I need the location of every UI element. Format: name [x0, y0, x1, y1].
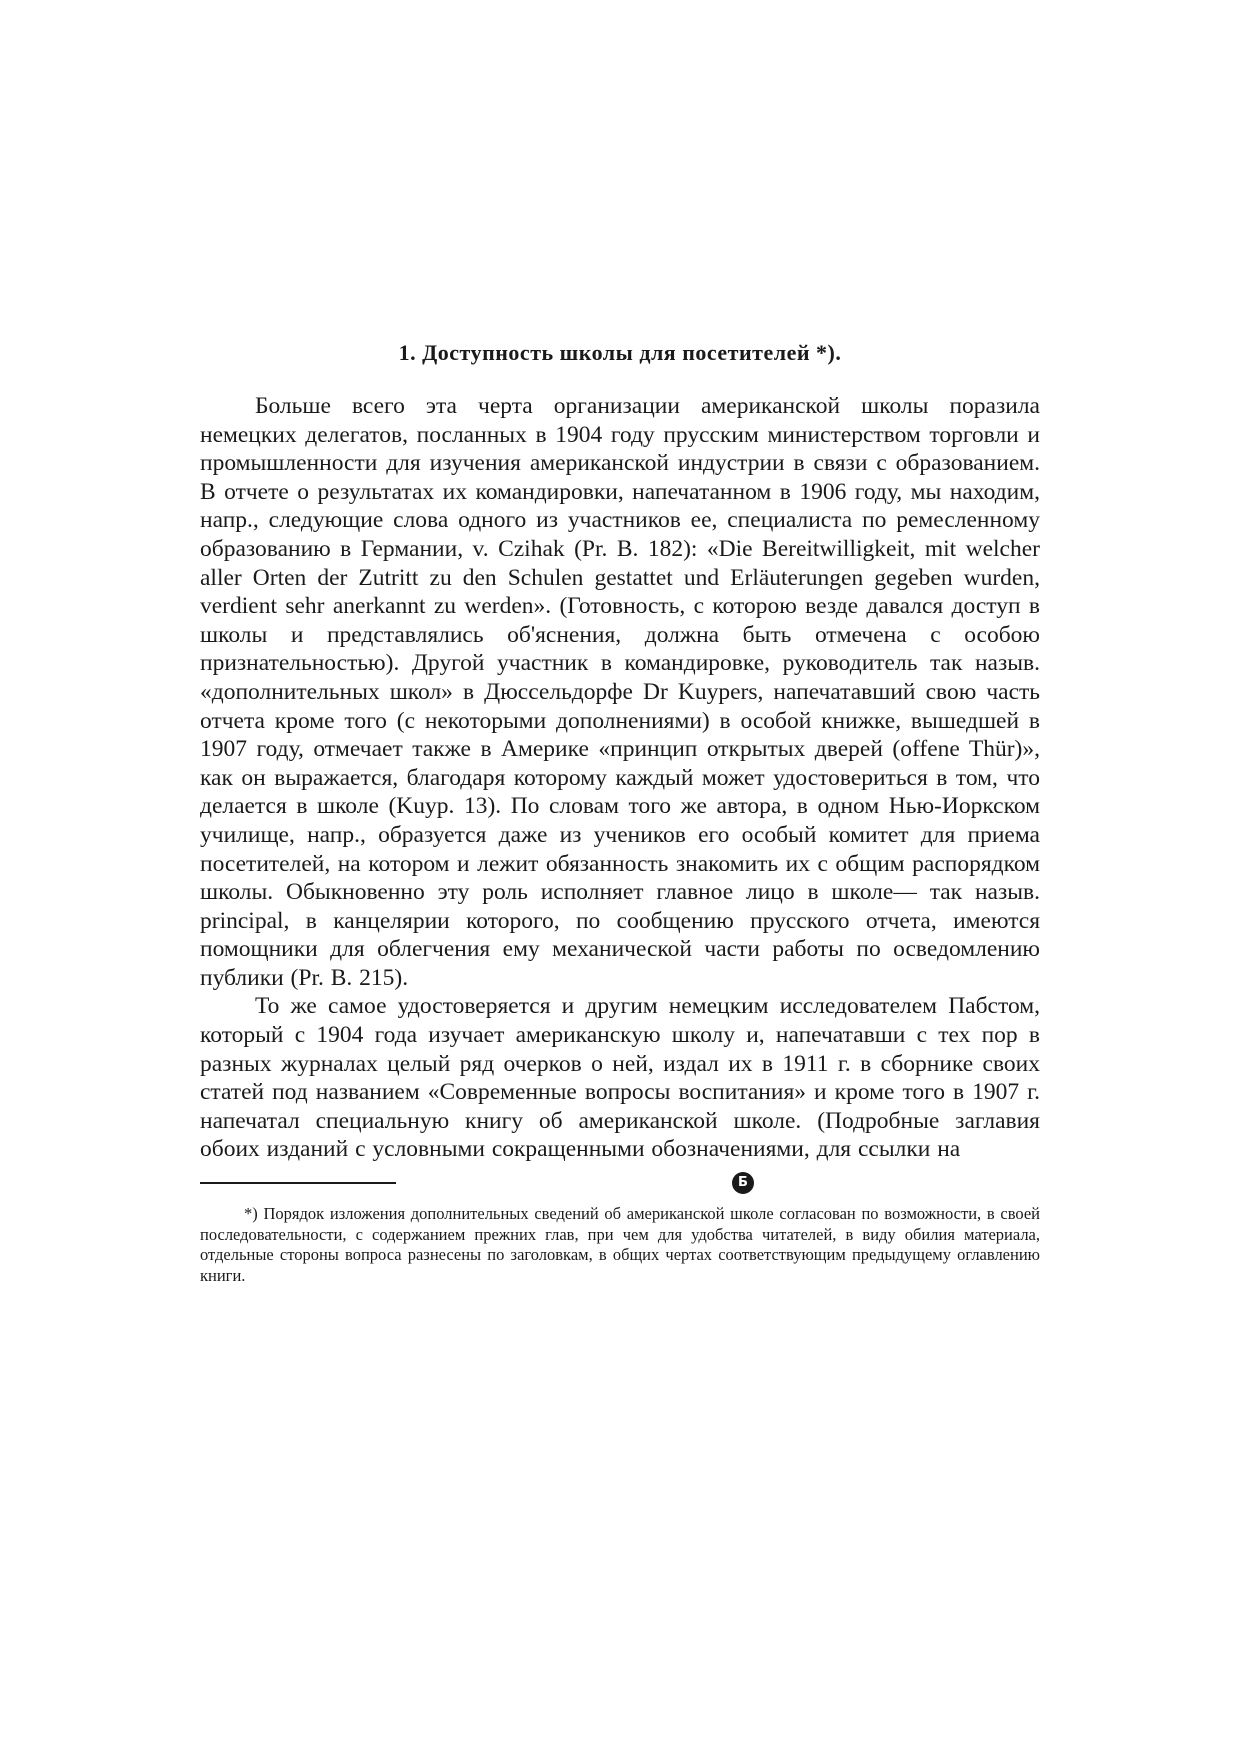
- library-stamp-icon: Б: [732, 1172, 754, 1194]
- paragraph-1: Больше всего эта черта организации американской школы поразила немецких делегатов, посланных в 1904 году прусским министерством торговли и промышленности для изучения американской индустрии в связи с образованием. В отчете о результатах их командировки, напечатанном в 1906 году, мы находим, напр., следующие слова одного из участников ее, специалиста по ремесленному образованию в Германии, v. Czihak (Pr. B. 182): «Die Bereitwilligkeit, mit welcher aller Orten der Zutritt zu den Schulen gestattet und Erläuterungen gegeben wurden, verdient sehr anerkannt zu werden». (Готовность, с которою везде давался доступ в школы и представлялись об'яснения, должна быть отмечена с особою признательностью). Другой участник в командировке, руководитель так назыв. «дополнительных школ» в Дюссельдорфе Dr Kuypers, напечатавший свою часть отчета кроме того (с некоторыми дополнениями) в особой книжке, вышедшей в 1907 году, отмечает также в Америке «принцип открытых дверей (offene Thür)», как он выражается, благодаря которому каждый может удостовериться в том, что делается в школе (Kuyp. 13). По словам того же автора, в одном Нью-Иоркском училище, напр., образуется даже из учеников его особый комитет для приема посетителей, на котором и лежит обязанность знакомить их с общим распорядком школы. Обыкновенно эту роль исполняет главное лицо в школе— так назыв. principal, в канцелярии которого, по сообщению прусского отчета, имеются помощники для облегчения ему механической части работы по осведомлению публики (Pr. B. 215).: [200, 393, 1040, 991]
- footnote-rule: [200, 1182, 396, 1184]
- section-heading: 1. Доступность школы для посетителей *).: [398, 340, 842, 365]
- footnote: *) Порядок изложения дополнительных сведений об американской школе согласован по возможности, в своей последовательности, с содержанием прежних глав, при чем для удобства читателей, в виду обилия материала, отдельные стороны вопроса разнесены по заголовкам, в общих чертах соответствующим предыдущему оглавлению книги.: [200, 1204, 1040, 1285]
- page-body: [200, 340, 1040, 1286]
- paragraph-2: То же самое удостоверяется и другим немецким исследователем Пабстом, который с 1904 года изучает американскую школу и, напечатавши с тех пор в разных журналах целый ряд очерков о ней, издал их в 1911 г. в сборнике своих статей под названием «Современные вопросы воспитания» и кроме того в 1907 г. напечатал специальную книгу об американской школе. (Подробные заглавия обоих изданий с условными сокращенными обозначениями, для ссылки на: [200, 993, 1040, 1163]
- footnote-separator: [200, 1172, 1040, 1198]
